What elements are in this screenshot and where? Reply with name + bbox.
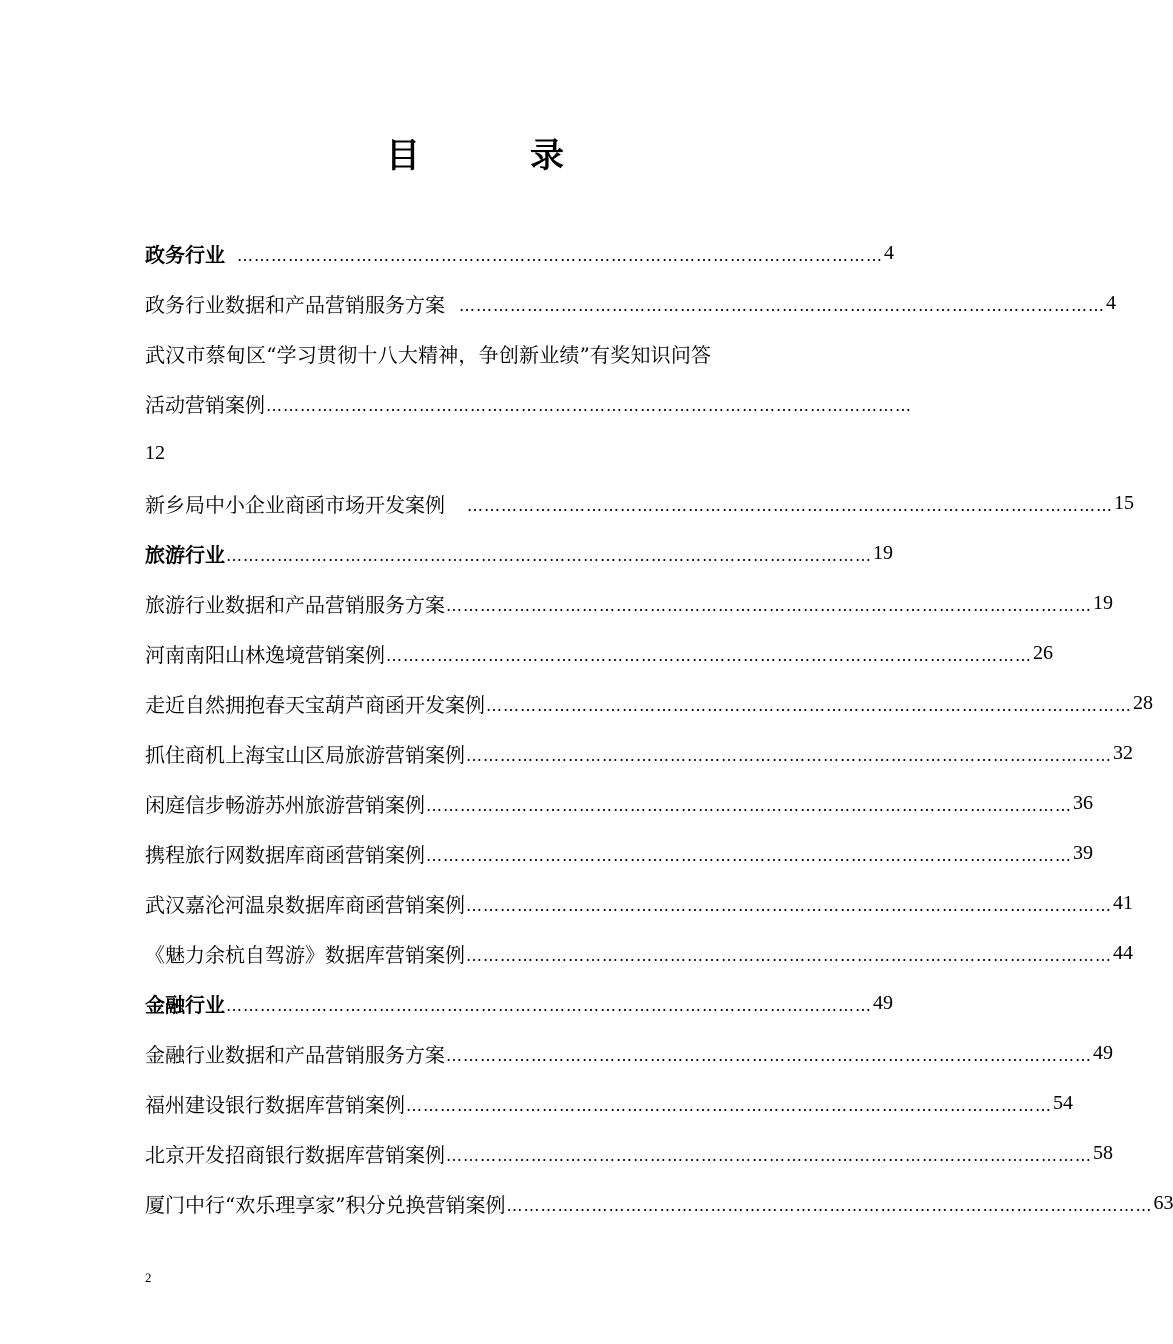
toc-leader-dots: ……………………………………………………………………………………………………: [266, 395, 912, 415]
toc-leader-dots: ……………………………………………………………………………………………………: [459, 295, 1105, 315]
toc-leader-dots: ……………………………………………………………………………………………………: [446, 595, 1092, 615]
toc-entry-row[interactable]: [145, 478, 1134, 528]
toc-entry-row[interactable]: [145, 728, 1133, 778]
toc-leader-dots: ……………………………………………………………………………………………………: [466, 895, 1112, 915]
toc-entry-label: 河南南阳山林逸境营销案例: [145, 642, 385, 667]
toc-entry-label: 武汉嘉沦河温泉数据库商函营销案例: [145, 892, 465, 917]
toc-entry-row[interactable]: [145, 878, 1133, 928]
toc-entry-label: 闲庭信步畅游苏州旅游营销案例: [145, 792, 425, 817]
toc-leader-dots: ……………………………………………………………………………………………………: [467, 495, 1113, 515]
toc-page-number: 4: [884, 241, 894, 264]
toc-entry-row[interactable]: [145, 578, 1113, 628]
toc-page-number: 4: [1106, 291, 1116, 314]
page-title: [0, 128, 950, 177]
title-char-2: 录: [530, 136, 564, 176]
toc-entry-row[interactable]: [145, 1028, 1113, 1078]
title-char-1: 目: [386, 136, 420, 176]
toc-entry-label: 旅游行业: [145, 542, 225, 567]
toc-leader-dots: ……………………………………………………………………………………………………: [426, 845, 1072, 865]
toc-entry-row-continued[interactable]: [145, 378, 912, 428]
toc-page-number: 26: [1033, 641, 1053, 664]
toc-entry-label: 福州建设银行数据库营销案例: [145, 1092, 405, 1117]
toc-entry-row[interactable]: [145, 678, 1153, 728]
toc-entry-label: 抓住商机上海宝山区局旅游营销案例: [145, 742, 465, 767]
toc-page-number: 28: [1133, 691, 1153, 714]
toc-leader-dots: ……………………………………………………………………………………………………: [226, 995, 872, 1015]
toc-entry-label: 携程旅行网数据库商函营销案例: [145, 842, 425, 867]
toc-page-number: 44: [1113, 941, 1133, 964]
toc-leader-dots: ……………………………………………………………………………………………………: [466, 745, 1112, 765]
table-of-contents: [145, 228, 1173, 1228]
toc-section-row[interactable]: [145, 978, 893, 1028]
toc-page-number: 49: [873, 991, 893, 1014]
toc-leader-dots: ……………………………………………………………………………………………………: [506, 1195, 1153, 1215]
toc-page-number: 49: [1093, 1041, 1113, 1064]
toc-page-number: 58: [1093, 1141, 1113, 1164]
toc-entry-label: 金融行业: [145, 992, 225, 1017]
toc-entry-label: 武汉市蔡甸区“学习贯彻十八大精神，争创新业绩”有奖知识问答: [145, 342, 712, 367]
toc-page-number: 63: [1153, 1191, 1173, 1214]
toc-entry-label: 金融行业数据和产品营销服务方案: [145, 1042, 445, 1067]
toc-entry-label: 北京开发招商银行数据库营销案例: [145, 1142, 445, 1167]
toc-leader-dots: ……………………………………………………………………………………………………: [226, 545, 872, 565]
toc-entry-label: 《魅力余杭自驾游》数据库营销案例: [145, 942, 465, 967]
toc-page-number: 32: [1113, 741, 1133, 764]
footer-page-number: 2: [145, 1270, 152, 1285]
toc-entry-label: 政务行业: [145, 242, 225, 267]
toc-entry-label: 旅游行业数据和产品营销服务方案: [145, 592, 445, 617]
toc-page-number: 39: [1073, 841, 1093, 864]
toc-entry-row[interactable]: [145, 278, 1116, 328]
toc-entry-label: 走近自然拥抱春天宝葫芦商函开发案例: [145, 692, 485, 717]
toc-leader-dots: ……………………………………………………………………………………………………: [426, 795, 1072, 815]
toc-entry-row-continued[interactable]: [145, 428, 793, 478]
toc-section-row[interactable]: [145, 528, 893, 578]
toc-page-number: 54: [1053, 1091, 1073, 1114]
toc-entry-row[interactable]: [145, 1128, 1113, 1178]
toc-leader-dots: ……………………………………………………………………………………………………: [237, 245, 883, 265]
toc-leader-dots: ……………………………………………………………………………………………………: [406, 1095, 1052, 1115]
toc-leader-dots: ……………………………………………………………………………………………………: [466, 945, 1112, 965]
toc-entry-label: 政务行业数据和产品营销服务方案: [145, 292, 445, 317]
toc-entry-row[interactable]: [145, 1078, 1073, 1128]
toc-section-row[interactable]: [145, 228, 894, 278]
toc-entry-row[interactable]: [145, 778, 1093, 828]
toc-entry-row[interactable]: [145, 628, 1053, 678]
toc-page-number: 36: [1073, 791, 1093, 814]
toc-entry-label: 活动营销案例: [145, 392, 265, 417]
toc-page-number: 19: [873, 541, 893, 564]
toc-leader-dots: ……………………………………………………………………………………………………: [446, 1145, 1092, 1165]
toc-leader-dots: ……………………………………………………………………………………………………: [486, 695, 1132, 715]
toc-entry-row[interactable]: [145, 328, 793, 378]
toc-entry-row[interactable]: [145, 1178, 1173, 1228]
toc-entry-label: 厦门中行“欢乐理享家”积分兑换营销案例: [145, 1192, 506, 1217]
toc-page-number: 15: [1114, 491, 1134, 514]
toc-page-number: 41: [1113, 891, 1133, 914]
toc-leader-dots: ……………………………………………………………………………………………………: [446, 1045, 1092, 1065]
toc-page-number: 12: [145, 441, 165, 464]
toc-entry-row[interactable]: [145, 828, 1093, 878]
toc-entry-row[interactable]: [145, 928, 1133, 978]
toc-page-number: 19: [1093, 591, 1113, 614]
toc-leader-dots: ……………………………………………………………………………………………………: [386, 645, 1032, 665]
toc-entry-label: 新乡局中小企业商函市场开发案例: [145, 492, 445, 517]
